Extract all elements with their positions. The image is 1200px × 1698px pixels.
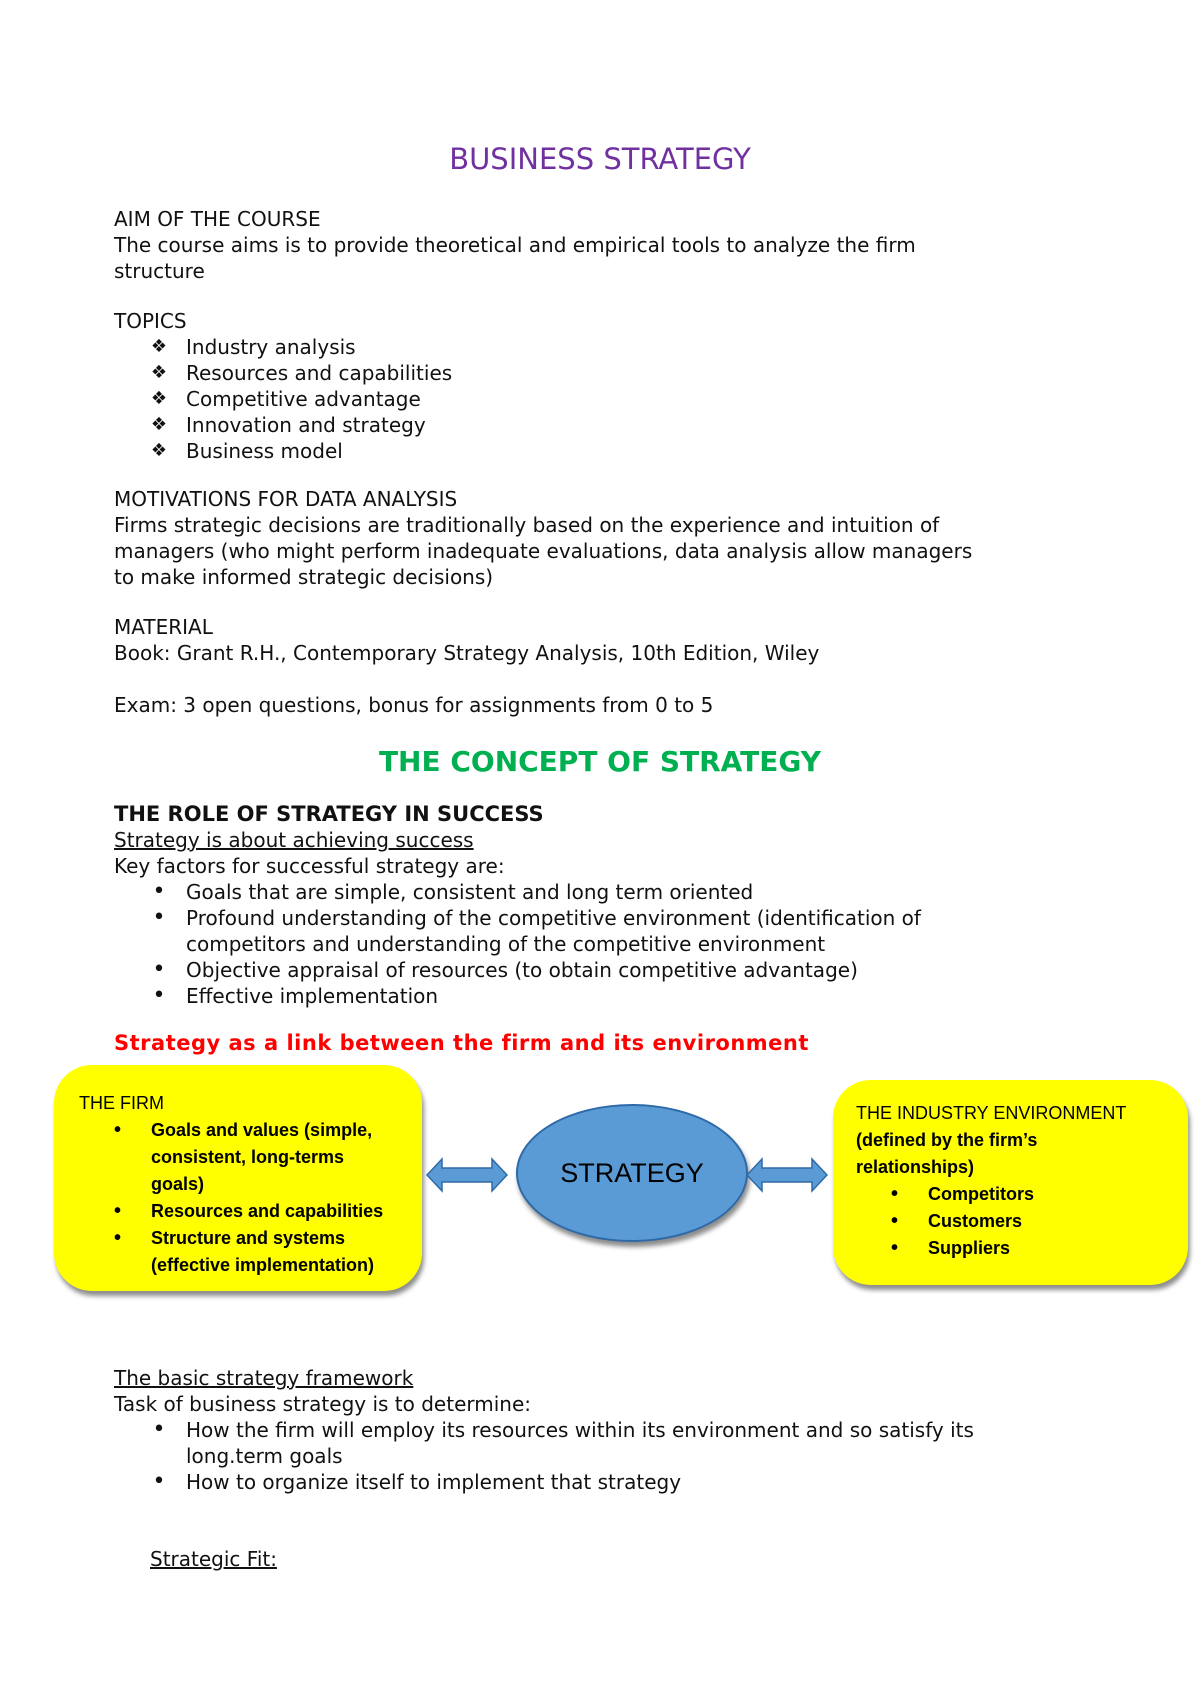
topics-section: [114, 308, 1114, 464]
bullet-icon: •: [152, 1469, 166, 1494]
strategic-fit-heading: Strategic Fit:: [150, 1547, 277, 1571]
bullet-icon: •: [114, 1119, 122, 1141]
diamond-bullet-icon: ❖: [150, 362, 168, 383]
strategy-diagram: [0, 1060, 1200, 1310]
aim-section: [114, 206, 1114, 284]
industry-title-line1: THE INDUSTRY ENVIRONMENT: [856, 1103, 1127, 1123]
firm-item-text: consistent, long-terms: [151, 1147, 345, 1167]
firm-item-text: Structure and systems: [151, 1228, 346, 1248]
industry-item-text: Customers: [928, 1211, 1023, 1231]
framework-heading: The basic strategy framework: [114, 1366, 414, 1390]
document-title: BUSINESS STRATEGY: [449, 142, 751, 176]
framework-list: [114, 1417, 1114, 1495]
industry-list: [856, 1181, 1186, 1262]
list-item: [114, 360, 1114, 386]
firm-box: [54, 1065, 422, 1291]
framework-item-text: How to organize itself to implement that strategy: [186, 1470, 682, 1494]
bullet-icon: •: [114, 1200, 122, 1222]
firm-item-text: (effective implementation): [151, 1255, 375, 1275]
list-item: [79, 1117, 419, 1198]
bullet-icon: •: [891, 1210, 899, 1232]
role-intro: Key factors for successful strategy are:: [114, 854, 505, 878]
firm-item-text: Goals and values (simple,: [151, 1120, 373, 1140]
firm-list: [79, 1117, 419, 1279]
bullet-icon: •: [152, 1417, 166, 1442]
topic-label: Innovation and strategy: [186, 413, 426, 437]
bullet-icon: •: [152, 905, 166, 930]
role-heading: THE ROLE OF STRATEGY IN SUCCESS: [114, 802, 544, 826]
list-item: [114, 334, 1114, 360]
list-item: [114, 1417, 1114, 1469]
list-item: [114, 983, 1114, 1009]
aim-text-line2: structure: [114, 259, 205, 283]
double-arrow-right-icon: [746, 1157, 828, 1193]
list-item: [114, 438, 1114, 464]
diamond-bullet-icon: ❖: [150, 440, 168, 461]
role-section: [114, 801, 1114, 1009]
aim-text-line1: The course aims is to provide theoretical and empirical tools to analyze the firm: [114, 233, 916, 257]
bullet-icon: •: [152, 879, 166, 904]
topics-heading: TOPICS: [114, 309, 187, 333]
diagram-heading: Strategy as a link between the firm and its environment: [114, 1031, 809, 1055]
strategy-ellipse: [516, 1104, 748, 1242]
framework-intro: Task of business strategy is to determine:: [114, 1392, 532, 1416]
topic-label: Resources and capabilities: [186, 361, 453, 385]
list-item: [114, 957, 1114, 983]
industry-title-line3: relationships): [856, 1157, 975, 1177]
factor-text: Effective implementation: [186, 984, 439, 1008]
factor-text-continued: competitors and understanding of the competitive environment: [186, 932, 826, 956]
motivations-line2: managers (who might perform inadequate evaluations, data analysis allow managers: [114, 539, 973, 563]
exam-section: [114, 692, 1114, 718]
material-book: Book: Grant R.H., Contemporary Strategy Analysis, 10th Edition, Wiley: [114, 641, 820, 665]
industry-title-line2: (defined by the firm’s: [856, 1130, 1038, 1150]
double-arrow-left-icon: [426, 1157, 508, 1193]
list-item: [856, 1235, 1186, 1262]
topic-label: Competitive advantage: [186, 387, 421, 411]
bullet-icon: •: [891, 1237, 899, 1259]
list-item: [114, 1469, 1114, 1495]
list-item: [856, 1208, 1186, 1235]
diamond-bullet-icon: ❖: [150, 336, 168, 357]
factor-text: Goals that are simple, consistent and long term oriented: [186, 880, 754, 904]
factor-text: Objective appraisal of resources (to obtain competitive advantage): [186, 958, 858, 982]
list-item: [114, 386, 1114, 412]
motivations-heading: MOTIVATIONS FOR DATA ANALYSIS: [114, 487, 458, 511]
bullet-icon: •: [152, 983, 166, 1008]
factors-list: [114, 879, 1114, 1009]
diamond-bullet-icon: ❖: [150, 388, 168, 409]
firm-item-text: goals): [151, 1174, 205, 1194]
list-item: [114, 879, 1114, 905]
section-title: THE CONCEPT OF STRATEGY: [378, 745, 822, 778]
strategy-label: STRATEGY: [560, 1157, 704, 1188]
framework-item-text: How the firm will employ its resources within its environment and so satisfy its: [186, 1418, 974, 1442]
topic-label: Business model: [186, 439, 343, 463]
topics-list: [114, 334, 1114, 464]
firm-item-text: Resources and capabilities: [151, 1201, 384, 1221]
material-section: [114, 614, 1114, 666]
list-item: [114, 412, 1114, 438]
exam-text: Exam: 3 open questions, bonus for assignments from 0 to 5: [114, 693, 714, 717]
strategic-fit-section: [150, 1546, 1150, 1572]
aim-heading: AIM OF THE COURSE: [114, 207, 321, 231]
list-item: [856, 1181, 1186, 1208]
motivations-line3: to make informed strategic decisions): [114, 565, 494, 589]
industry-item-text: Suppliers: [928, 1238, 1011, 1258]
motivations-line1: Firms strategic decisions are traditionally based on the experience and intuition of: [114, 513, 940, 537]
topic-label: Industry analysis: [186, 335, 356, 359]
bullet-icon: •: [114, 1227, 122, 1249]
motivations-section: [114, 486, 1114, 590]
list-item: [114, 905, 1114, 957]
list-item: [79, 1225, 419, 1279]
framework-section: [114, 1365, 1114, 1495]
framework-item-text-continued: long.term goals: [186, 1444, 343, 1468]
material-heading: MATERIAL: [114, 615, 213, 639]
bullet-icon: •: [891, 1183, 899, 1205]
factor-text: Profound understanding of the competitive environment (identification of: [186, 906, 921, 930]
firm-title: THE FIRM: [79, 1093, 164, 1113]
industry-box: [833, 1080, 1188, 1285]
list-item: [79, 1198, 419, 1225]
industry-item-text: Competitors: [928, 1184, 1035, 1204]
diamond-bullet-icon: ❖: [150, 414, 168, 435]
role-subheading: Strategy is about achieving success: [114, 828, 474, 852]
bullet-icon: •: [152, 957, 166, 982]
